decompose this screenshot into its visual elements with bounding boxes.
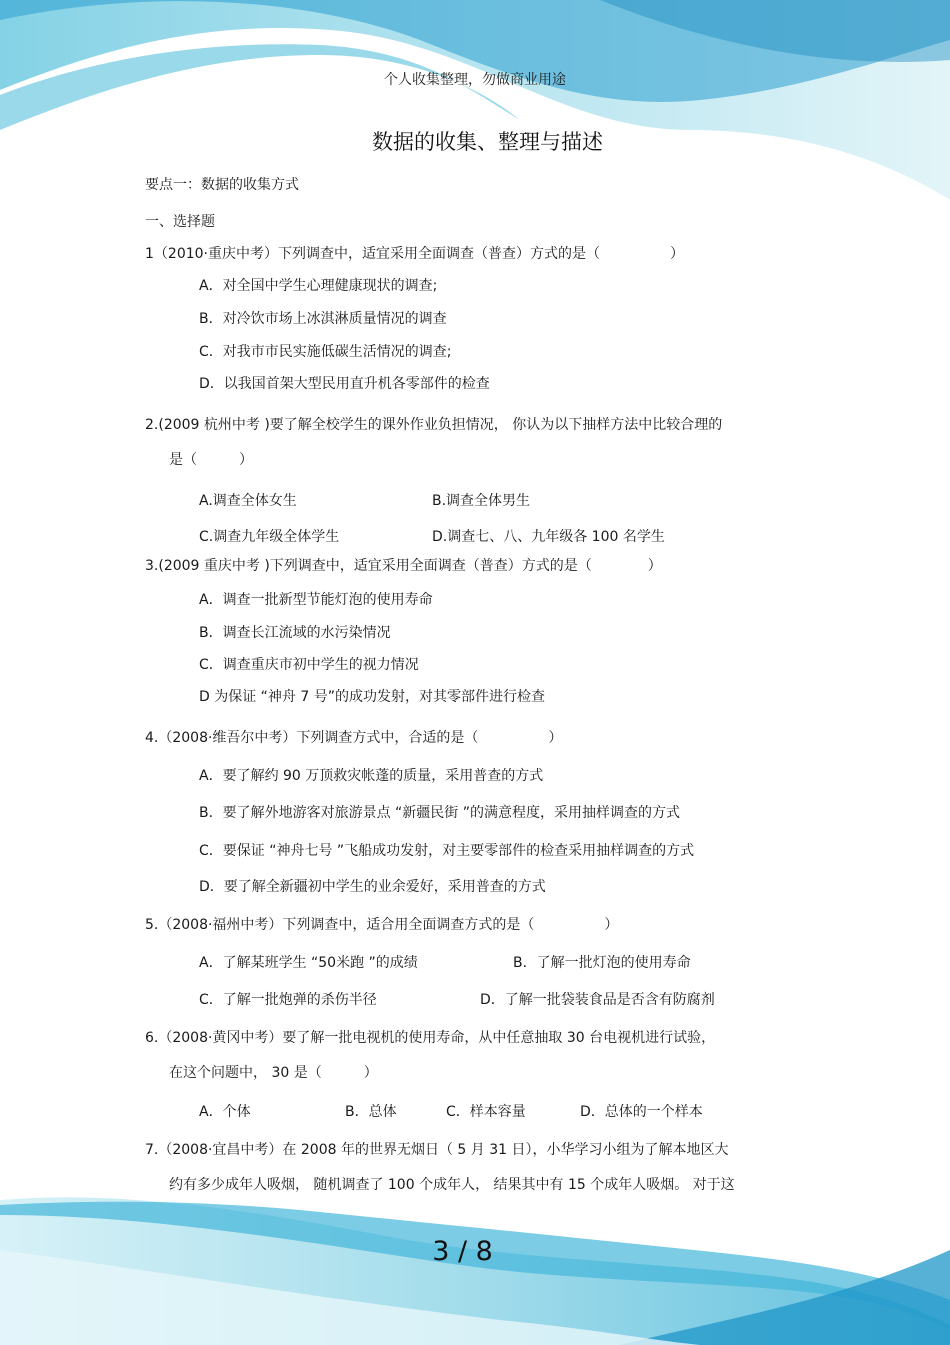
question-1-option-a: A．对全国中学生心理健康现状的调查; bbox=[199, 278, 438, 294]
question-3-option-a: A．调查一批新型节能灯泡的使用寿命 bbox=[199, 592, 433, 608]
question-2-option-d: D.调查七、八、九年级各 100 名学生 bbox=[432, 529, 665, 545]
question-3-option-d: D 为保证 “神舟 7 号”的成功发射，对其零部件进行检查 bbox=[199, 689, 545, 705]
key-point-heading: 要点一：数据的收集方式 bbox=[145, 177, 299, 193]
question-6-stem: 6.（2008·黄冈中考）要了解一批电视机的使用寿命，从中任意抽取 30 台电视机进行试验， bbox=[145, 1030, 716, 1046]
question-4-option-c: C．要保证 “神舟七号 ”飞船成功发射，对主要零部件的检查采用抽样调查的方式 bbox=[199, 843, 695, 859]
question-2-option-c: C.调查九年级全体学生 bbox=[199, 529, 340, 545]
question-5-option-c: C．了解一批炮弹的杀伤半径 bbox=[199, 992, 377, 1008]
question-4-option-a: A．要了解约 90 万顶救灾帐蓬的质量，采用普查的方式 bbox=[199, 768, 544, 784]
question-6-option-c: C．样本容量 bbox=[446, 1104, 526, 1120]
page-title: 数据的收集、整理与描述 bbox=[372, 130, 603, 154]
question-3-option-b: B．调查长江流域的水污染情况 bbox=[199, 625, 391, 641]
question-5-option-b: B．了解一批灯泡的使用寿命 bbox=[513, 955, 691, 971]
question-2-stem: 2.(2009 杭州中考 )要了解全校学生的课外作业负担情况， 你认为以下抽样方法中比较合理的 bbox=[145, 417, 723, 433]
question-7-stem: 7.（2008·宜昌中考）在 2008 年的世界无烟日（ 5 月 31 日），小华学习小组为了解本地区大 bbox=[145, 1142, 729, 1158]
question-6-option-b: B．总体 bbox=[345, 1104, 397, 1120]
question-5-option-a: A．了解某班学生 “50米跑 ”的成绩 bbox=[199, 955, 418, 971]
question-1-option-d: D．以我国首架大型民用直升机各零部件的检查 bbox=[199, 376, 490, 392]
question-2-option-a: A.调查全体女生 bbox=[199, 493, 297, 509]
question-4-stem: 4.（2008·维吾尔中考）下列调查方式中，合适的是（ ） bbox=[145, 730, 563, 746]
watermark-text: 个人收集整理，勿做商业用途 bbox=[384, 72, 566, 88]
question-2-option-b: B.调查全体男生 bbox=[432, 493, 531, 509]
question-4-option-b: B．要了解外地游客对旅游景点 “新疆民街 ”的满意程度，采用抽样调查的方式 bbox=[199, 805, 681, 821]
question-6-option-a: A．个体 bbox=[199, 1104, 251, 1120]
question-6-option-d: D．总体的一个样本 bbox=[580, 1104, 703, 1120]
question-7-stem-continued: 约有多少成年人吸烟， 随机调查了 100 个成年人， 结果其中有 15 个成年人吸烟。 对于这 bbox=[169, 1177, 735, 1193]
question-3-option-c: C．调查重庆市初中学生的视力情况 bbox=[199, 657, 419, 673]
question-1-option-b: B．对冷饮市场上冰淇淋质量情况的调查 bbox=[199, 311, 447, 327]
question-5-option-d: D．了解一批袋装食品是否含有防腐剂 bbox=[480, 992, 715, 1008]
question-6-stem-continued: 在这个问题中， 30 是（ ） bbox=[169, 1065, 378, 1081]
page-number: 3 / 8 bbox=[432, 1236, 493, 1267]
question-4-option-d: D．要了解全新疆初中学生的业余爱好，采用普查的方式 bbox=[199, 879, 546, 895]
question-5-stem: 5.（2008·福州中考）下列调查中，适合用全面调查方式的是（ ） bbox=[145, 917, 619, 933]
question-3-stem: 3.(2009 重庆中考 )下列调查中，适宜采用全面调查（普查）方式的是（ ） bbox=[145, 558, 662, 574]
section-heading: 一、选择题 bbox=[145, 214, 215, 230]
question-1-stem: 1（2010·重庆中考）下列调查中，适宜采用全面调查（普查）方式的是（ ） bbox=[145, 246, 684, 262]
question-1-option-c: C．对我市市民实施低碳生活情况的调查; bbox=[199, 344, 452, 360]
question-2-stem-continued: 是（ ） bbox=[169, 452, 253, 468]
